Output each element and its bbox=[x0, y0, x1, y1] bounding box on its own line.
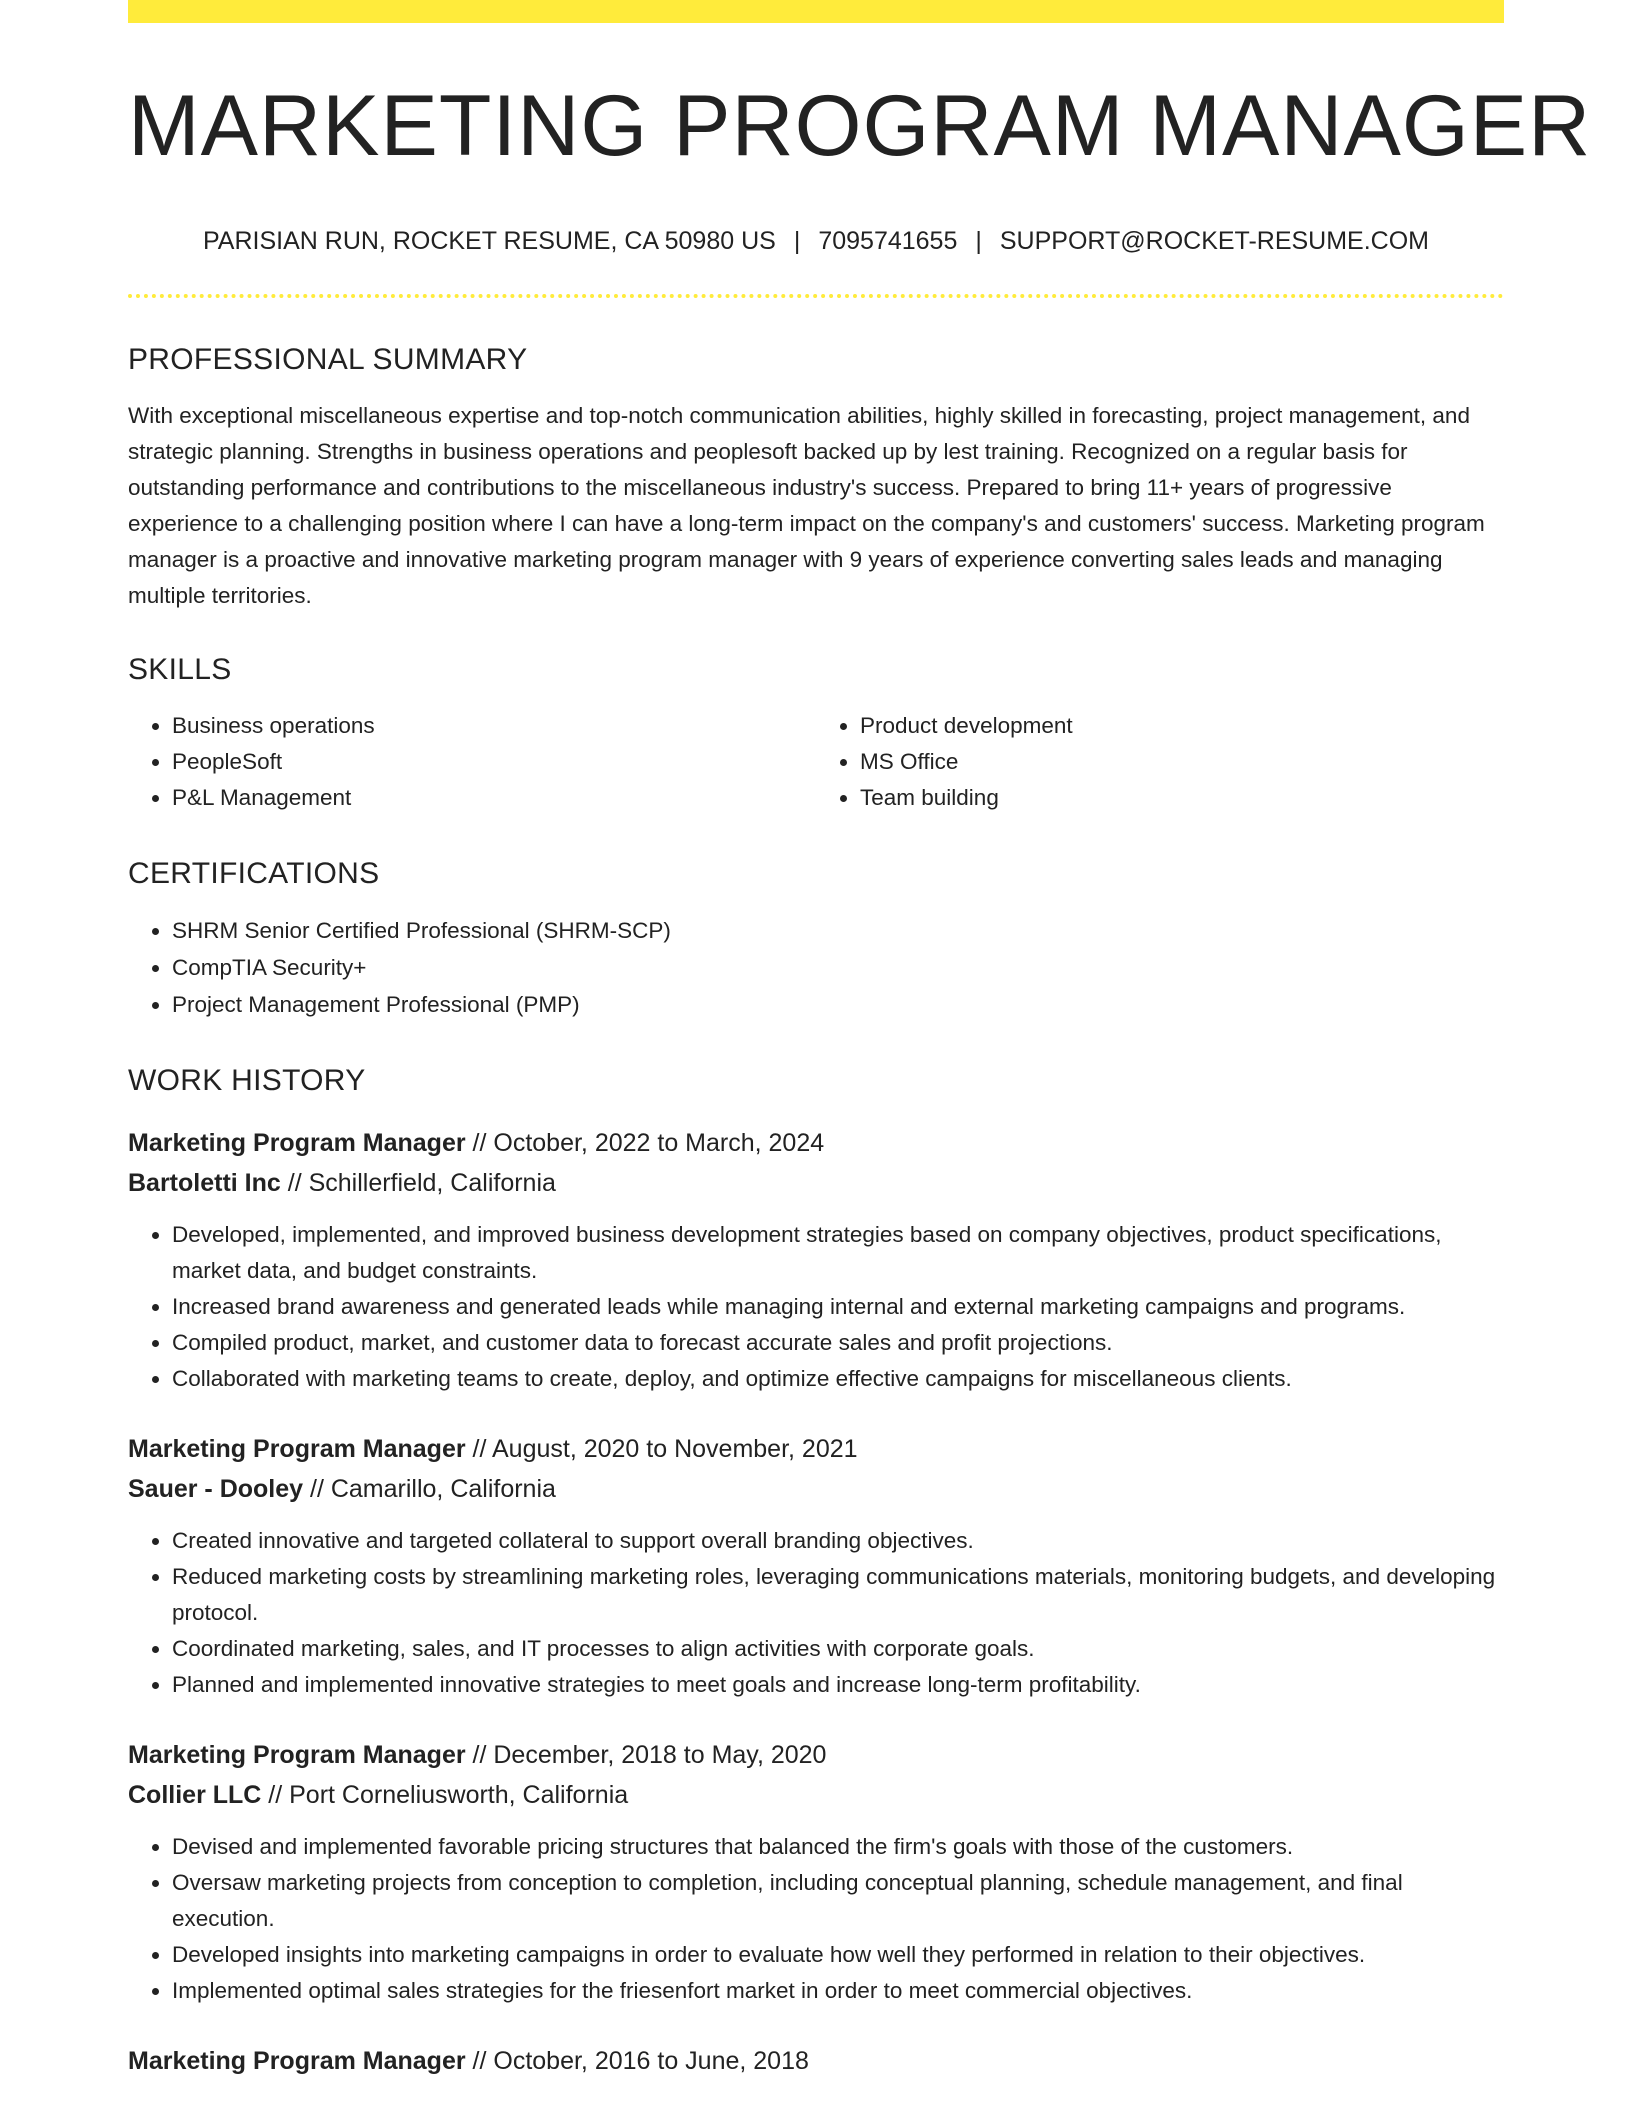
job-bullet: • Collaborated with marketing teams to create, deploy, and optimize effective campaigns for miscellaneous clients. bbox=[172, 1361, 1504, 1397]
skill-item: • Product development bbox=[860, 708, 1504, 744]
job-bullet: • Reduced marketing costs by streamlining marketing roles, leveraging communications materials, monitoring budgets, and developing protocol. bbox=[172, 1559, 1504, 1631]
work-history-heading: WORK HISTORY bbox=[128, 1064, 366, 1097]
job-bullet: • Compiled product, market, and customer data to forecast accurate sales and profit projections. bbox=[172, 1325, 1504, 1361]
job-dates: // December, 2018 to May, 2020 bbox=[465, 1741, 827, 1769]
skill-item: • PeopleSoft bbox=[172, 744, 816, 780]
job-location: // Schillerfield, California bbox=[280, 1169, 556, 1197]
job-bullet: • Planned and implemented innovative strategies to meet goals and increase long-term profitability. bbox=[172, 1667, 1504, 1703]
certification-item: • CompTIA Security+ bbox=[172, 949, 1504, 986]
job-bullet: • Increased brand awareness and generated leads while managing internal and external marketing campaigns and programs. bbox=[172, 1289, 1504, 1325]
job-company-line bbox=[128, 1163, 1504, 1203]
job-company-line bbox=[128, 1775, 1504, 1815]
job-title-line bbox=[128, 1123, 1504, 1163]
contact-separator: | bbox=[975, 227, 982, 255]
contact-address: PARISIAN RUN, ROCKET RESUME, CA 50980 US bbox=[202, 227, 776, 255]
summary-text: With exceptional miscellaneous expertise and top-notch communication abilities, highly skilled in forecasting, project management, and strategic planning. Strengths in business operations and peoplesoft backed up by lest training. Recognized on a regular basis for outstanding performance and contributions to the miscellaneous industry's success. Prepared to bring 11+ years of progressive experience to a challenging position where I can have a long-term impact on the company's and customers' success. Marketing program manager is a proactive and innovative marketing program manager with 9 years of experience converting sales leads and managing multiple territories. bbox=[128, 403, 1485, 608]
job-bullet: • Implemented optimal sales strategies for the friesenfort market in order to meet commercial objectives. bbox=[172, 1973, 1504, 2009]
skill-item: • Team building bbox=[860, 780, 1504, 816]
job-role: Marketing Program Manager bbox=[128, 1129, 466, 1157]
job-role: Marketing Program Manager bbox=[128, 1435, 466, 1463]
skill-item: • P&L Management bbox=[172, 780, 816, 816]
job-bullets bbox=[128, 1523, 1504, 1703]
skill-item: • MS Office bbox=[860, 744, 1504, 780]
resume-name-heading: MARKETING PROGRAM MANAGER bbox=[128, 78, 1592, 174]
job-bullet: • Oversaw marketing projects from conception to completion, including conceptual planning, schedule management, and final execution. bbox=[172, 1865, 1504, 1937]
job-entry bbox=[128, 1735, 1504, 2009]
job-entry bbox=[128, 2041, 1504, 2081]
job-company-line bbox=[128, 1469, 1504, 1509]
job-dates: // October, 2022 to March, 2024 bbox=[465, 1129, 825, 1157]
job-bullet: • Coordinated marketing, sales, and IT processes to align activities with corporate goals. bbox=[172, 1631, 1504, 1667]
job-location: // Camarillo, California bbox=[303, 1475, 556, 1503]
contact-email: SUPPORT@ROCKET-RESUME.COM bbox=[999, 227, 1430, 255]
job-bullets bbox=[128, 1829, 1504, 2009]
contact-line bbox=[128, 227, 1504, 256]
certifications-list bbox=[128, 912, 1504, 1023]
job-entry bbox=[128, 1429, 1504, 1703]
certification-item: • SHRM Senior Certified Professional (SHRM-SCP) bbox=[172, 912, 1504, 949]
job-bullet: • Devised and implemented favorable pricing structures that balanced the firm's goals with those of the customers. bbox=[172, 1829, 1504, 1865]
job-role: Marketing Program Manager bbox=[128, 1741, 466, 1769]
skills-heading: SKILLS bbox=[128, 653, 232, 686]
summary-heading: PROFESSIONAL SUMMARY bbox=[128, 343, 528, 376]
certification-item: • Project Management Professional (PMP) bbox=[172, 986, 1504, 1023]
job-role: Marketing Program Manager bbox=[128, 2047, 466, 2075]
dotted-divider bbox=[128, 294, 1504, 298]
accent-top-bar bbox=[128, 0, 1504, 23]
skills-column-right bbox=[816, 708, 1504, 816]
contact-separator: | bbox=[793, 227, 801, 255]
skills-column-left bbox=[128, 708, 816, 816]
job-dates: // August, 2020 to November, 2021 bbox=[465, 1435, 858, 1463]
skills-list bbox=[128, 708, 1504, 816]
certifications-heading: CERTIFICATIONS bbox=[128, 857, 380, 890]
skill-item: • Business operations bbox=[172, 708, 816, 744]
job-title-line bbox=[128, 2041, 1504, 2081]
job-title-line bbox=[128, 1429, 1504, 1469]
job-bullet: • Developed insights into marketing campaigns in order to evaluate how well they performed in relation to their objectives. bbox=[172, 1937, 1504, 1973]
job-location: // Port Corneliusworth, California bbox=[261, 1781, 629, 1809]
job-company: Collier LLC bbox=[128, 1781, 262, 1809]
resume-page bbox=[128, 0, 1592, 2081]
job-dates: // October, 2016 to June, 2018 bbox=[465, 2047, 809, 2075]
job-bullet: • Created innovative and targeted collateral to support overall branding objectives. bbox=[172, 1523, 1504, 1559]
job-company: Sauer - Dooley bbox=[128, 1475, 304, 1503]
job-title-line bbox=[128, 1735, 1504, 1775]
job-entry bbox=[128, 1123, 1504, 1397]
contact-phone: 7095741655 bbox=[818, 227, 958, 255]
job-company: Bartoletti Inc bbox=[128, 1169, 281, 1197]
job-bullets bbox=[128, 1217, 1504, 1397]
job-bullet: • Developed, implemented, and improved business development strategies based on company objectives, product specifications, market data, and budget constraints. bbox=[172, 1217, 1504, 1289]
